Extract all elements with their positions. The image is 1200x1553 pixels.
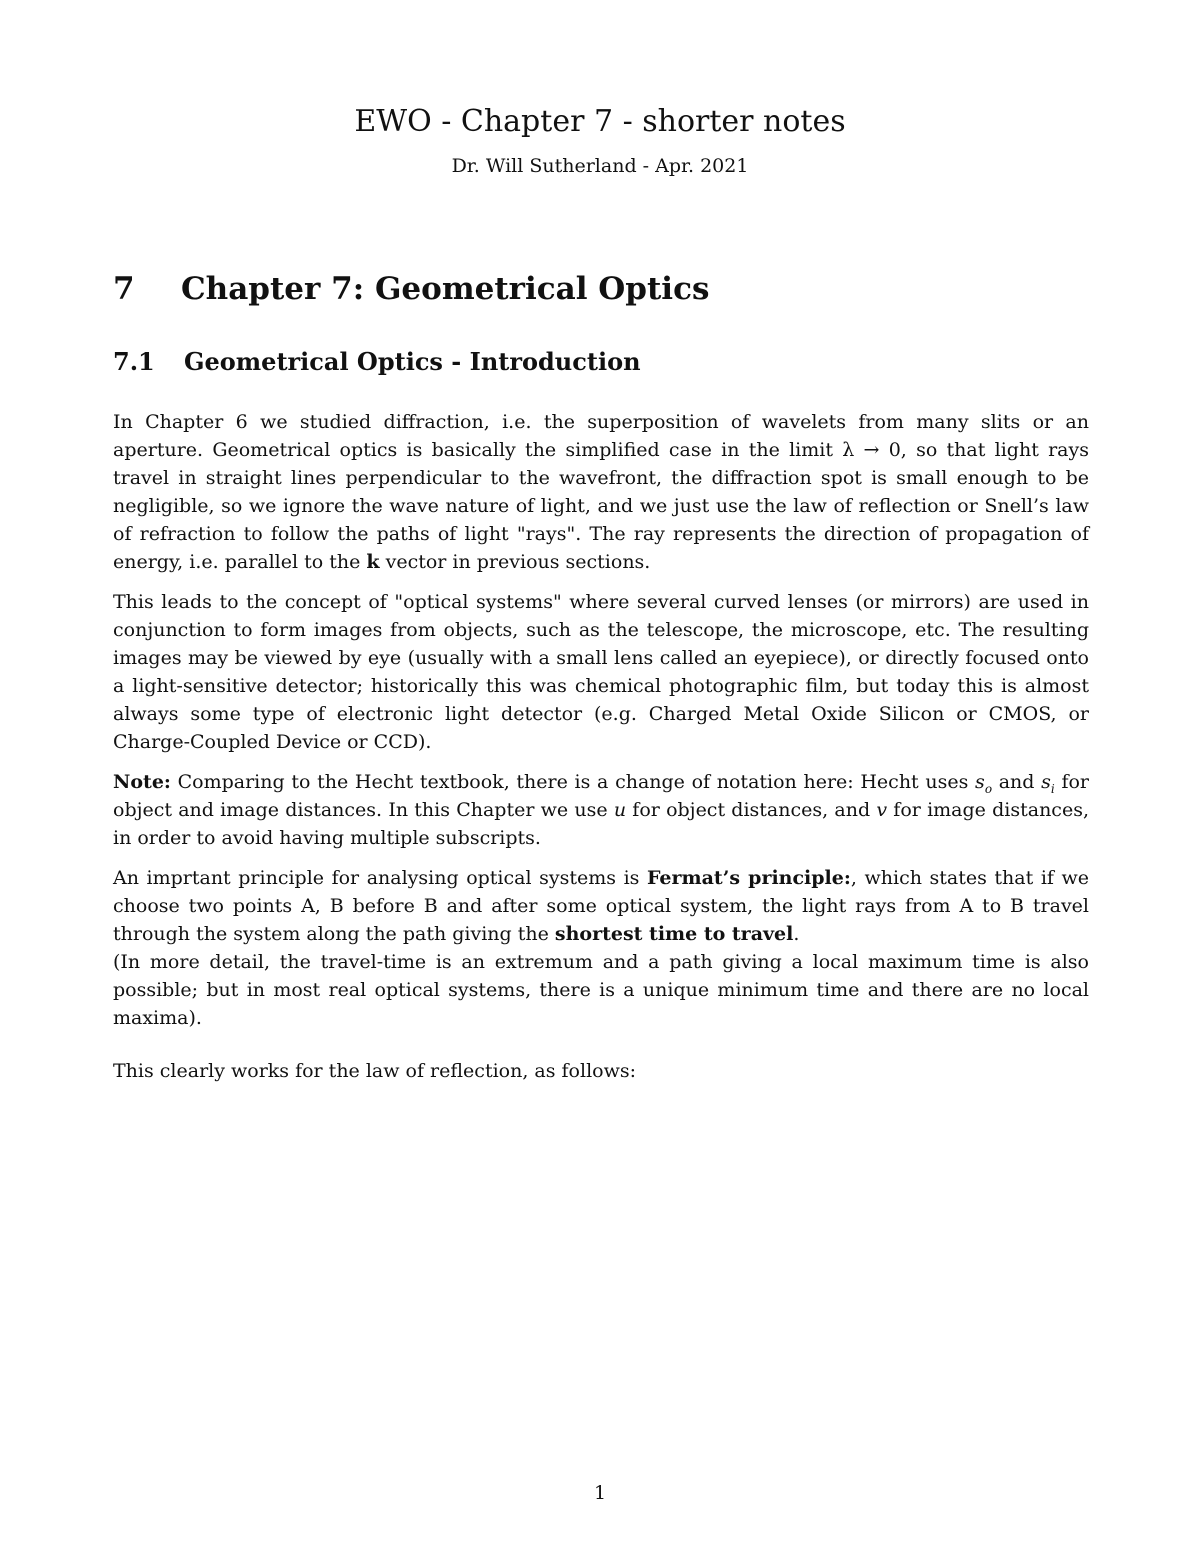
paragraph-intro: In Chapter 6 we studied diffraction, i.e. the superposition of wavelets from many slits or an aperture. Geometrical optics is basically the simplified case in the limit λ → 0, so that light rays travel in straight lines perpendicular to the wavefront, the diffraction spot is small enough to be negligible, so we ignore the wave nature of light, and we just use the law of reflection or Snell’s law of refraction to follow the paths of light "rays". The ray represents the direction of propagation of energy, i.e. parallel to the k vector in previous sections. [113,411,1089,573]
section-title: Geometrical Optics - Introduction [184,347,641,376]
paragraph-optical-systems: This leads to the concept of "optical systems" where several curved lenses (or mirrors) are used in conjunction to form images from objects, such as the telescope, the microscope, etc. The resulting images may be viewed by eye (usually with a small lens called an eyepiece), or directly focused onto a light-sensitive detector; historically this was chemical photographic film, but today this is almost always some type of electronic light detector (e.g. Charged Metal Oxide Silicon or CMOS, or Charge-Coupled Device or CCD). [113,591,1089,753]
symbol-v: v [876,799,888,821]
paragraph-note: Note: Comparing to the Hecht textbook, there is a change of notation here: Hecht uses $s_o$ and $s_i$ for object and image distances. In this Chapter we use u for object distances, and v for image distances, in order to avoid having multiple subscripts. [113,771,1090,849]
symbol-u: u [613,799,627,821]
symbol-s-o: $s_o$ [975,771,993,796]
paragraph-fermat: An imprtant principle for analysing optical systems is Fermat’s principle:, which states that if we choose two points A, B before B and after some optical system, the light rays from A to B travel through the system along the path giving the shortest time to travel. [113,867,1089,945]
section-number: 7.1 [113,347,155,376]
fermat-principle-term: Fermat’s principle: [646,867,851,889]
k-vector-symbol: k [366,551,380,573]
note-label: Note: [113,771,171,793]
chapter-title: Chapter 7: Geometrical Optics [181,271,710,307]
body-text [113,408,1089,1097]
chapter-number: 7 [113,271,135,307]
symbol-s-i: $s_i$ [1041,771,1055,796]
paragraph-detail: (In more detail, the travel-time is an extremum and a path giving a local maximum time is also possible; but in most real optical systems, there is a unique minimum time and there are no local maxima). [113,951,1089,1029]
chapter-heading [113,271,709,307]
shortest-time-term: shortest time to travel [554,923,794,945]
author-line: Dr. Will Sutherland - Apr. 2021 [451,155,749,177]
page-number: 1 [593,1482,607,1504]
section-heading [113,347,641,376]
paragraph-closing: This clearly works for the law of reflection, as follows: [113,1060,637,1082]
document-title: EWO - Chapter 7 - shorter notes [354,104,846,139]
